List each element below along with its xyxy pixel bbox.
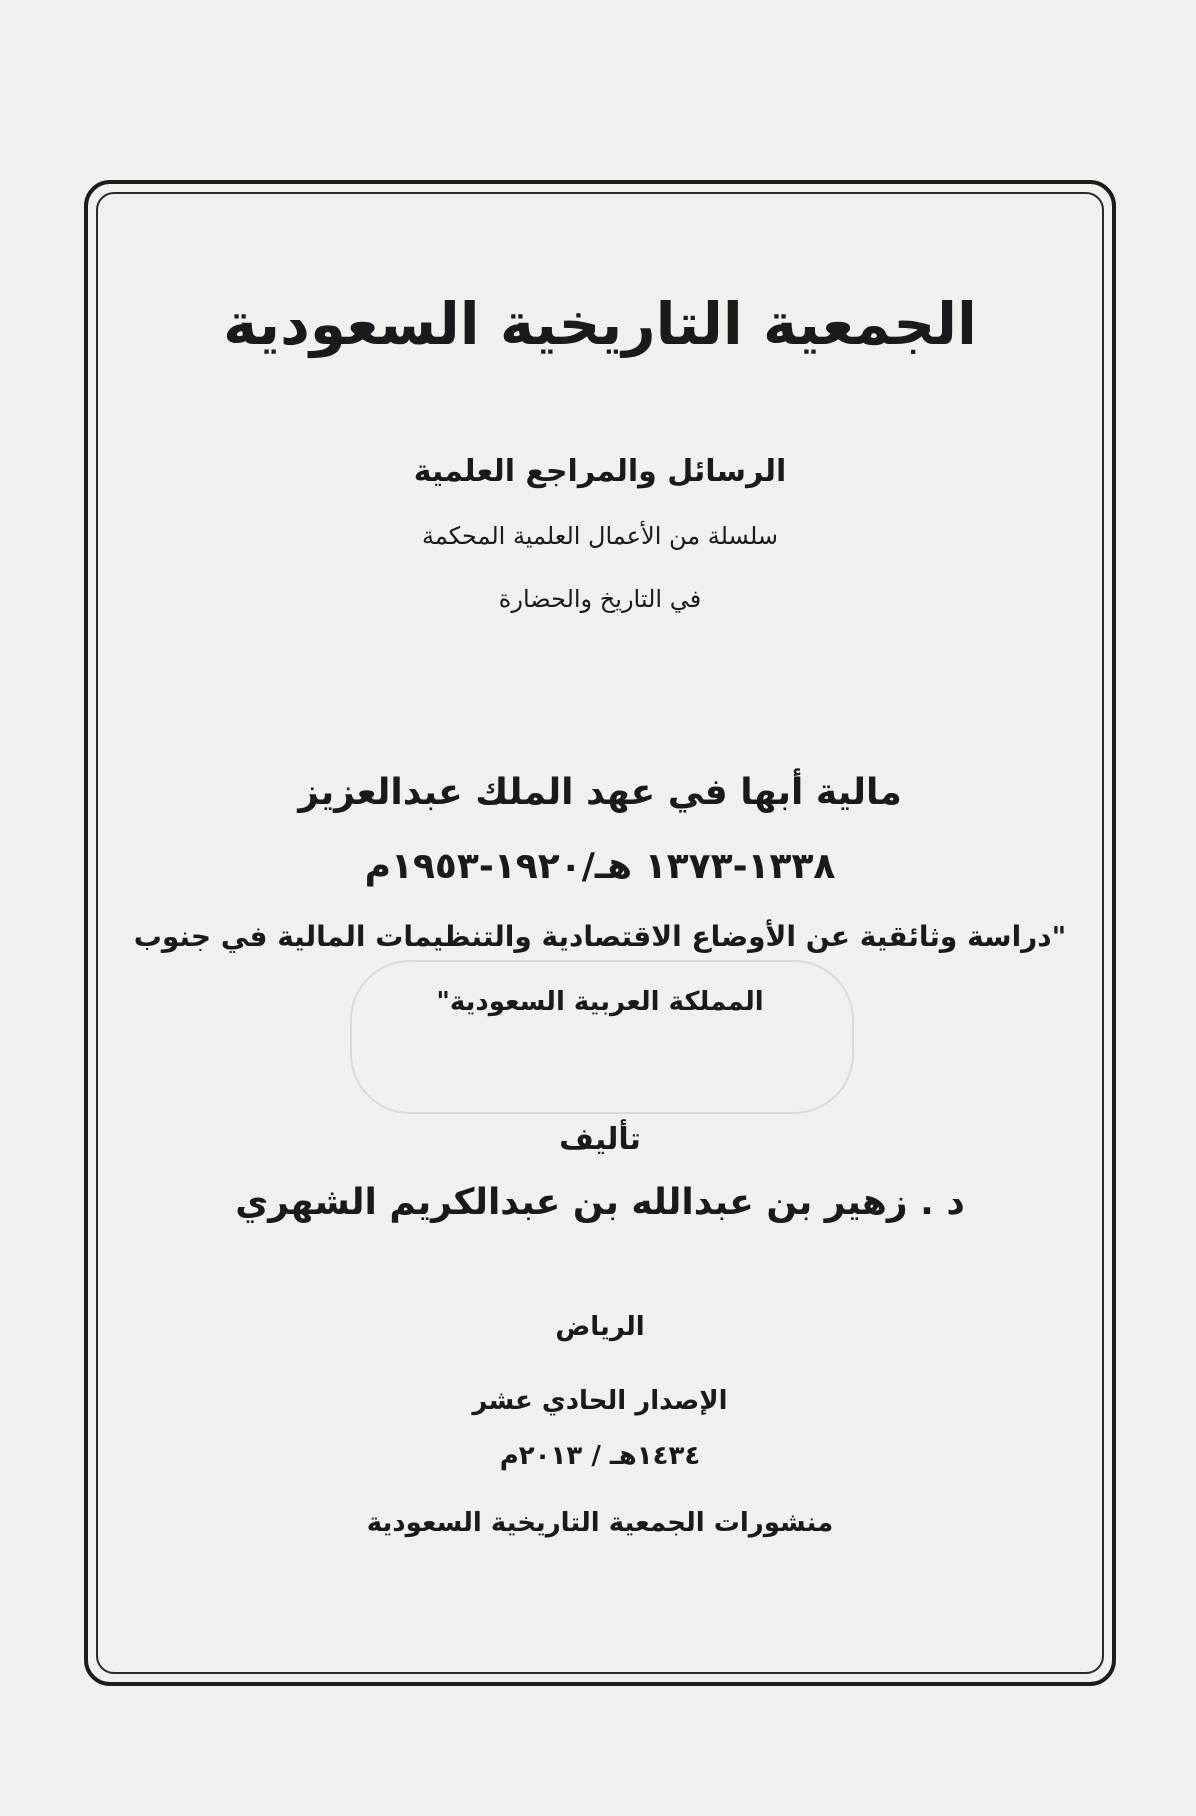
publisher: منشورات الجمعية التاريخية السعودية (366, 1508, 834, 1538)
title-page-content (110, 192, 1090, 1662)
publication-year: ١٤٣٤هـ / ٢٠١٣م (499, 1441, 701, 1471)
book-title: مالية أبها في عهد الملك عبدالعزيز (298, 772, 902, 813)
book-dates: ١٣٣٨-١٣٧٣ هـ/١٩٢٠-١٩٥٣م (364, 846, 836, 887)
author-label: تأليف (559, 1122, 641, 1157)
publication-city: الرياض (555, 1312, 645, 1342)
series-subject: في التاريخ والحضارة (498, 585, 702, 613)
series-title: الرسائل والمراجع العلمية (413, 454, 787, 489)
book-subtitle-line-1: "دراسة وثائقية عن الأوضاع الاقتصادية والتنظيمات المالية في جنوب (133, 920, 1067, 953)
series-subtitle: سلسلة من الأعمال العلمية المحكمة (421, 522, 779, 550)
book-subtitle-line-2: المملكة العربية السعودية" (436, 987, 764, 1017)
edition: الإصدار الحادي عشر (472, 1386, 728, 1416)
society-title: الجمعية التاريخية السعودية (223, 290, 977, 358)
author-name: د . زهير بن عبدالله بن عبدالكريم الشهري (235, 1182, 965, 1223)
